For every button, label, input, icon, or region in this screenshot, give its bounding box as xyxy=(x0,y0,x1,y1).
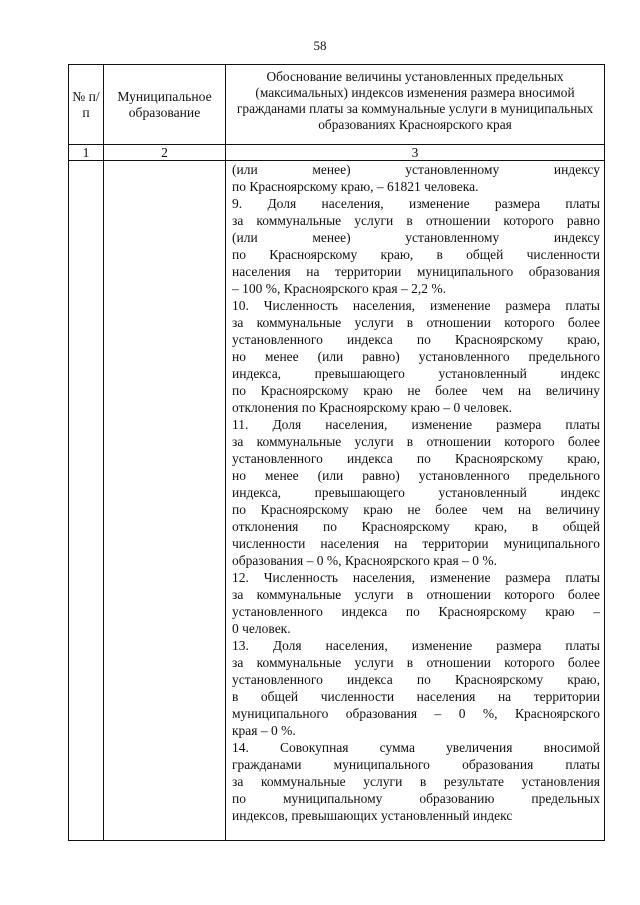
text-line: установленного индекса по Красноярскому краю – xyxy=(232,604,600,619)
text-line: 10. Численность населения, изменение размера платы xyxy=(232,298,600,313)
text-line: по Красноярскому краю, в общей численности xyxy=(232,247,600,262)
text-line: гражданами муниципального образования платы xyxy=(232,757,600,772)
text-line: 13. Доля населения, изменение размера платы xyxy=(232,638,600,653)
header-justification: Обоснование величины установленных предельных (максимальных) индексов изменения размера вносимой гражданами платы за коммунальные услуги в муниципальных образованиях Красноярского края xyxy=(226,65,605,145)
text-line: установленного индекса по Красноярскому краю, xyxy=(232,332,600,347)
text-line: по Красноярскому краю не более чем на величину xyxy=(232,502,600,517)
text-line: в общей численности населения на территории xyxy=(232,689,600,704)
text-line: за коммунальные услуги в отношении которого более xyxy=(232,587,600,602)
text-line: 0 человек. xyxy=(232,621,291,636)
text-line: за коммунальные услуги в отношении которого более xyxy=(232,315,600,330)
text-line: 11. Доля населения, изменение размера платы xyxy=(232,417,600,432)
text-line: 12. Численность населения, изменение размера платы xyxy=(232,570,600,585)
text-line: населения на территории муниципального образования xyxy=(232,264,600,279)
text-line: 14. Совокупная сумма увеличения вносимой xyxy=(232,740,600,755)
text-line: индексов, превышающих установленный индекс xyxy=(232,808,513,823)
text-line: образования – 0 %, Красноярского края – 0 %. xyxy=(232,553,497,568)
header-municipality: Муниципальное образование xyxy=(104,65,226,145)
justification-paragraph xyxy=(232,161,600,195)
column-number-row xyxy=(69,145,605,161)
text-line: 9. Доля населения, изменение размера платы xyxy=(232,196,600,211)
column-number-3: 3 xyxy=(226,145,605,161)
text-line: за коммунальные услуги в отношении которого равно xyxy=(232,213,600,228)
text-line: индекса, превышающего установленный индекс xyxy=(232,366,600,381)
text-line: за коммунальные услуги в отношении которого более xyxy=(232,434,600,449)
text-line: индекса, превышающего установленный индекс xyxy=(232,485,600,500)
justification-paragraph xyxy=(232,297,600,416)
text-line: численности населения на территории муниципального xyxy=(232,536,600,551)
text-line: (или менее) установленному индексу xyxy=(232,230,600,245)
header-number: № п/п xyxy=(69,65,104,145)
text-line: установленного индекса по Красноярскому краю, xyxy=(232,451,600,466)
text-line: но менее (или равно) установленного предельного xyxy=(232,468,600,483)
column-number-1: 1 xyxy=(69,145,104,161)
text-line: муниципального образования – 0 %, Красноярского xyxy=(232,706,600,721)
tariff-index-table xyxy=(68,64,605,841)
text-line: по Красноярскому краю не более чем на величину xyxy=(232,383,600,398)
table-row xyxy=(69,161,605,841)
text-line: края – 0 %. xyxy=(232,723,296,738)
justification-paragraph xyxy=(232,195,600,297)
text-line: отклонения по Красноярскому краю – 0 человек. xyxy=(232,400,513,415)
text-line: – 100 %, Красноярского края – 2,2 %. xyxy=(232,281,446,296)
justification-paragraph xyxy=(232,739,600,824)
row-number-cell xyxy=(69,161,104,841)
row-municipality-cell xyxy=(104,161,226,841)
justification-paragraph xyxy=(232,569,600,637)
justification-text xyxy=(226,161,604,824)
justification-paragraph xyxy=(232,637,600,739)
text-line: но менее (или равно) установленного предельного xyxy=(232,349,600,364)
text-line: установленного индекса по Красноярскому краю, xyxy=(232,672,600,687)
justification-paragraph xyxy=(232,416,600,569)
text-line: (или менее) установленному индексу xyxy=(232,162,600,177)
text-line: за коммунальные услуги в отношении которого более xyxy=(232,655,600,670)
page-number: 58 xyxy=(313,38,327,53)
column-number-2: 2 xyxy=(104,145,226,161)
text-line: по Красноярскому краю, – 61821 человека. xyxy=(232,179,479,194)
row-justification-cell xyxy=(226,161,605,841)
text-line: по муниципальному образованию предельных xyxy=(232,791,600,806)
text-line: отклонения по Красноярскому краю, в общей xyxy=(232,519,600,534)
text-line: за коммунальные услуги в результате установления xyxy=(232,774,600,789)
table-header-row xyxy=(69,65,605,145)
